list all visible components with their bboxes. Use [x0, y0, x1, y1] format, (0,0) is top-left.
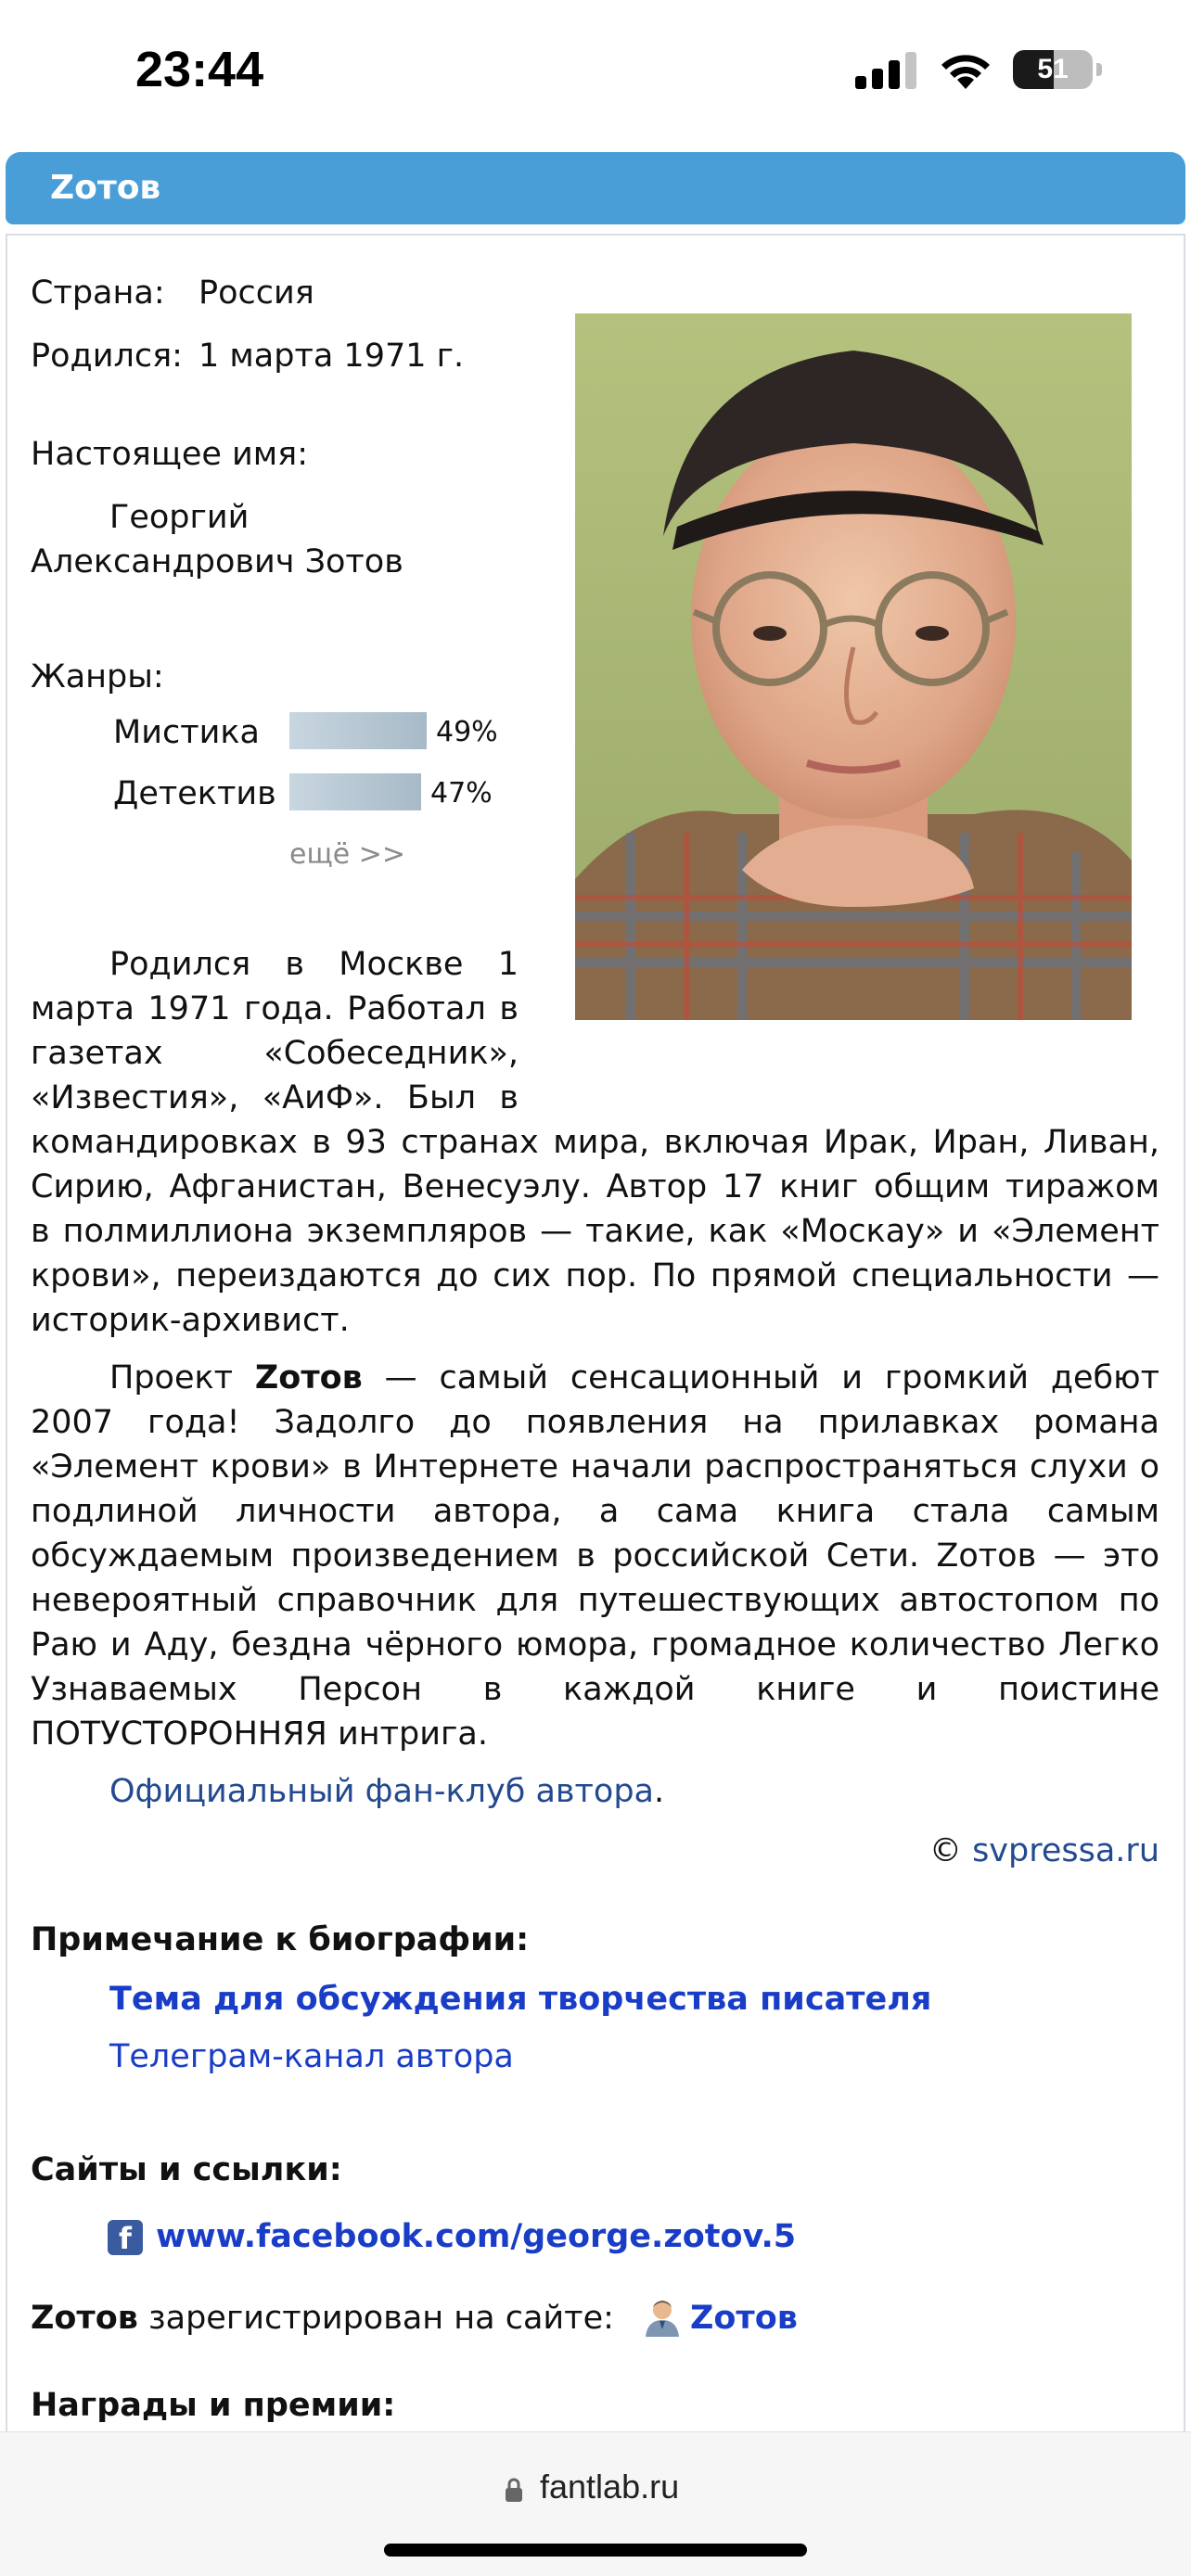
bio-line: 2007 года! Задолго до появления на прилавках романа — [31, 1404, 1159, 1441]
bio-line: «Известия», «АиФ». Был в — [31, 1079, 519, 1116]
genre-percent-bar — [289, 773, 421, 810]
genre-percent: 47% — [430, 777, 493, 810]
bio-line: командировках в 93 странах мира, включая Ирак, Иран, Ливан, — [31, 1124, 1159, 1161]
born-value: 1 марта 1971 г. — [198, 338, 465, 375]
born-label: Родился: — [31, 338, 183, 375]
genre-percent: 49% — [436, 716, 498, 748]
bio-line: Родился в Москве 1 — [109, 946, 519, 983]
bio-line: газетах «Собеседник», — [31, 1035, 519, 1072]
note-heading: Примечание к биографии: — [31, 1921, 530, 1958]
status-bar — [0, 0, 1191, 139]
realname-line-1: Георгий — [109, 499, 250, 536]
battery-icon — [1013, 50, 1093, 89]
project-name: Zотов — [254, 1359, 363, 1396]
copyright-sign: © — [928, 1832, 962, 1869]
bio-line: Сирию, Афганистан, Венесуэлу. Автор 17 книг общим тиражом — [31, 1168, 1159, 1205]
bio-line: марта 1971 года. Работал в — [31, 990, 519, 1027]
fanclub-link[interactable]: Официальный фан-клуб автора — [109, 1773, 654, 1810]
bio-text: Проект — [109, 1359, 255, 1396]
bio-line: «Элемент крови» в Интернете начали распространяться слухи о — [31, 1448, 1159, 1486]
country-label: Страна: — [31, 274, 165, 312]
bio-paragraph-1b — [31, 1120, 1159, 1343]
author-photo — [575, 313, 1132, 1020]
bio-line: невероятный справочник для путешествующих автостопом по — [31, 1582, 1159, 1619]
genre-percent-bar — [289, 712, 427, 749]
bio-line: ПОТУСТОРОННЯЯ интрига. — [31, 1715, 488, 1753]
bio-line: историк-архивист. — [31, 1302, 350, 1339]
bio-line: Раю и Аду, бездна чёрного юмора, громадное количество Легко — [31, 1626, 1159, 1664]
battery-tip — [1096, 63, 1102, 76]
wifi-icon — [937, 48, 994, 91]
source-row — [929, 1829, 1159, 1873]
registered-user-link[interactable]: Zотов — [690, 2300, 798, 2337]
genres-label: Жанры: — [31, 658, 164, 695]
bio-line: обсуждаемым произведением в российской Сети. Zотов — это — [31, 1537, 1159, 1575]
bio-line — [31, 1356, 1159, 1400]
fanclub-row — [109, 1769, 664, 1814]
more-genres-link[interactable]: ещё >> — [289, 838, 405, 871]
clock: 23:44 — [135, 42, 264, 97]
url-text[interactable]: fantlab.ru — [540, 2468, 680, 2506]
lock-icon — [505, 2477, 523, 2503]
facebook-icon: f — [108, 2220, 143, 2255]
fanclub-dot: . — [654, 1773, 665, 1810]
bio-line: в полмиллиона экземпляров — такие, как «Москау» и «Элемент — [31, 1213, 1159, 1250]
source-link[interactable]: svpressa.ru — [972, 1832, 1159, 1869]
realname-line-2: Александрович Зотов — [31, 543, 403, 580]
bio-paragraph-1a — [31, 942, 519, 1120]
country-value: Россия — [198, 274, 314, 312]
bio-line: Узнаваемых Персон в каждой книге и поистине — [31, 1671, 1159, 1708]
home-indicator — [384, 2544, 807, 2557]
author-header — [6, 152, 1185, 224]
bio-text: — самый сенсационный и громкий дебют — [362, 1359, 1159, 1396]
browser-address-bar[interactable] — [0, 2431, 1191, 2576]
bio-line: крови», переиздаются до сих пор. По прямой специальности — — [31, 1257, 1159, 1294]
discussion-link[interactable]: Тема для обсуждения творчества писателя — [109, 1981, 932, 2018]
realname-label: Настоящее имя: — [31, 436, 309, 473]
cellular-signal-icon — [855, 52, 916, 89]
user-icon — [644, 2298, 681, 2337]
registered-name: Zотов — [31, 2300, 138, 2337]
genre-name[interactable]: Детектив — [113, 775, 276, 812]
facebook-link[interactable]: www.facebook.com/george.zotov.5 — [156, 2218, 797, 2255]
registered-text: зарегистрирован на сайте: — [137, 2300, 614, 2337]
battery-percent: 51 — [1037, 54, 1069, 84]
bio-paragraph-2 — [31, 1356, 1159, 1756]
registered-row — [31, 2296, 614, 2340]
genre-name[interactable]: Мистика — [113, 714, 260, 751]
bio-line: подлиной личности автора, а сама книга стала самым — [31, 1493, 1159, 1530]
telegram-link[interactable]: Телеграм-канал автора — [109, 2038, 514, 2075]
author-title: Zотов — [50, 169, 161, 207]
sites-heading: Сайты и ссылки: — [31, 2151, 342, 2188]
awards-heading: Награды и премии: — [31, 2387, 396, 2424]
